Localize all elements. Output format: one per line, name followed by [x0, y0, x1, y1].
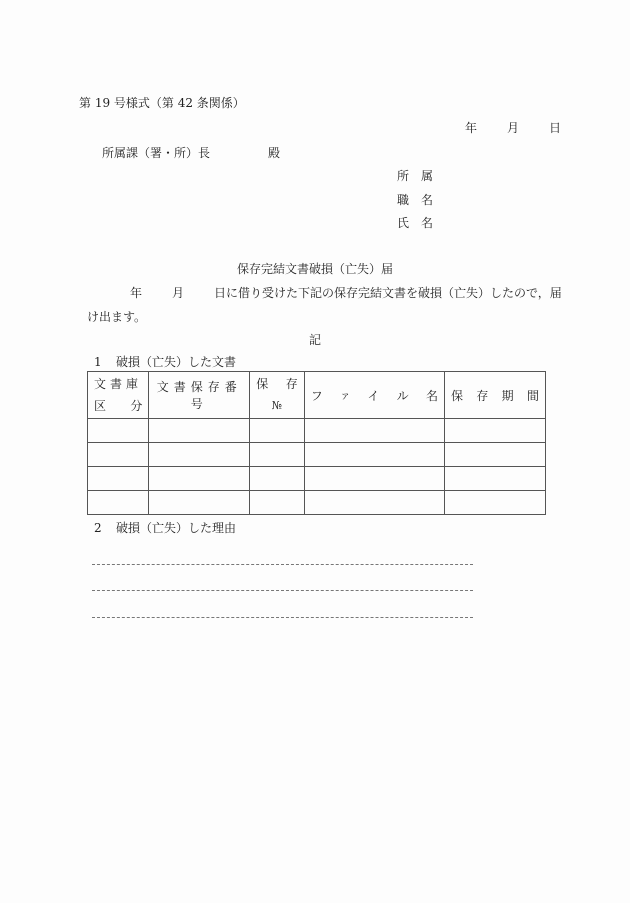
document-title: 保存完結文書破損（亡失）届	[236, 262, 393, 276]
cell-storage-no[interactable]	[250, 491, 305, 515]
body-line-1: 年 月 日に借り受けた下記の保存完結文書を破損（亡失）したので，届	[130, 286, 562, 300]
cell-storage-number[interactable]	[149, 443, 250, 467]
cell-archive-category[interactable]	[88, 467, 149, 491]
cell-archive-category[interactable]	[88, 419, 149, 443]
ki-heading: 記	[308, 333, 321, 347]
header-archive-category: 文書庫 区 分	[88, 372, 149, 419]
date-month: 月	[507, 121, 520, 135]
addressee	[102, 146, 280, 160]
cell-retention-period[interactable]	[445, 419, 546, 443]
reason-line-3[interactable]	[92, 617, 473, 618]
cell-archive-category[interactable]	[88, 491, 149, 515]
addressee-label: 所属課（署・所）長	[102, 146, 211, 160]
body-line-2: け出ます。	[87, 310, 147, 324]
cell-storage-number[interactable]	[149, 419, 250, 443]
header-retention-period: 保 存 期 間	[445, 372, 546, 419]
cell-retention-period[interactable]	[445, 467, 546, 491]
cell-file-name[interactable]	[304, 467, 444, 491]
section-2-heading: 2 破損（亡失）した理由	[94, 521, 237, 535]
cell-storage-no[interactable]	[250, 467, 305, 491]
date-line	[465, 121, 561, 135]
table-row	[88, 491, 546, 515]
reason-line-1[interactable]	[92, 564, 473, 565]
cell-archive-category[interactable]	[88, 443, 149, 467]
table-row	[88, 443, 546, 467]
reason-line-2[interactable]	[92, 590, 473, 591]
cell-storage-no[interactable]	[250, 443, 305, 467]
header-storage-no: 保 存 №	[250, 372, 305, 419]
section-1-heading: 1 破損（亡失）した文書	[94, 355, 237, 369]
date-day: 日	[549, 121, 562, 135]
cell-storage-no[interactable]	[250, 419, 305, 443]
form-number: 第 19 号様式（第 42 条関係）	[79, 96, 245, 110]
cell-storage-number[interactable]	[149, 491, 250, 515]
sender-name: 氏 名	[397, 216, 434, 230]
header-storage-number: 文書保存番号	[149, 372, 250, 419]
table-row	[88, 467, 546, 491]
addressee-honorific: 殿	[268, 146, 281, 160]
cell-retention-period[interactable]	[445, 491, 546, 515]
table-row	[88, 419, 546, 443]
cell-file-name[interactable]	[304, 491, 444, 515]
sender-position: 職 名	[397, 193, 434, 207]
cell-file-name[interactable]	[304, 419, 444, 443]
cell-retention-period[interactable]	[445, 443, 546, 467]
header-file-name: フ ァ イ ル 名	[304, 372, 444, 419]
cell-file-name[interactable]	[304, 443, 444, 467]
date-year: 年	[465, 121, 478, 135]
sender-affiliation: 所 属	[397, 169, 434, 183]
cell-storage-number[interactable]	[149, 467, 250, 491]
table-header-row	[88, 372, 546, 419]
damaged-documents-table	[87, 371, 546, 515]
